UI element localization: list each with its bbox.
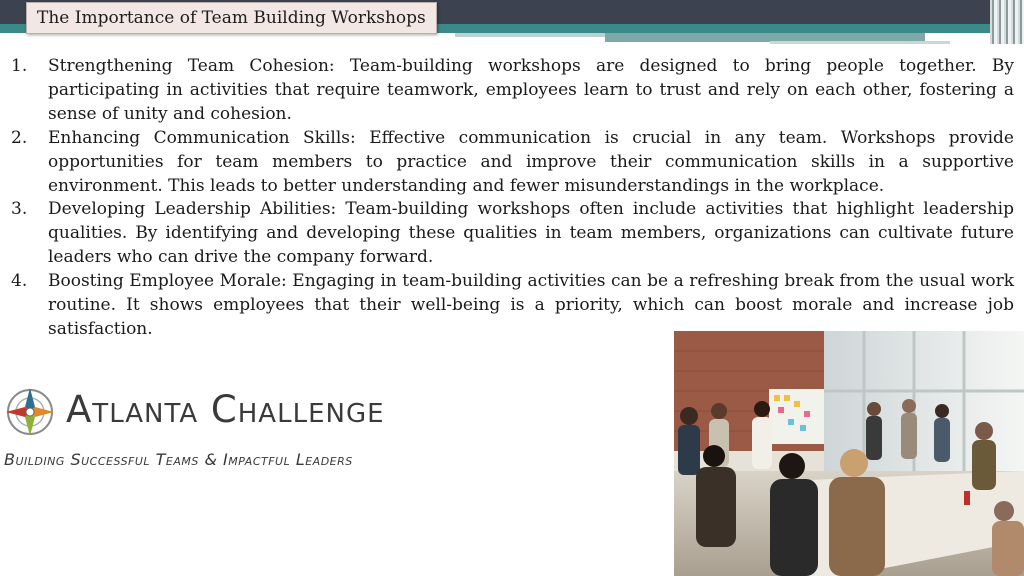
header-accent-thin (770, 41, 950, 44)
list-item-text: Boosting Employee Morale: Engaging in team-building activities can be a refreshing break from the usual work routine. It shows employees that their well-being is a priority, which can boost morale and increase job satisfaction. (48, 271, 1014, 339)
list-item-text: Developing Leadership Abilities: Team-building workshops often include activities that highlight leadership qualities. By identifying and developing these qualities in team members, organizations can cultivate future leaders who can drive the company forward. (48, 199, 1014, 268)
list-item (0, 198, 1014, 270)
compass-logo-icon (4, 386, 56, 438)
company-logo (4, 386, 464, 476)
title-box (26, 2, 437, 34)
team-meeting-photo (674, 331, 1024, 576)
list-item-number: 4. (11, 271, 28, 292)
list-item-text: Enhancing Communication Skills: Effective communication is crucial in any team. Workshops provide opportunities for team members to practice and improve their communication skills in a supportive environment. This leads to better understanding and fewer misunderstandings in the workplace. (48, 127, 1014, 196)
header-corner-decoration (990, 0, 1024, 44)
header-accent-line (455, 33, 605, 37)
list-item-number: 1. (11, 56, 28, 76)
slide-title: The Importance of Team Building Workshops (37, 8, 426, 28)
numbered-list (0, 55, 1014, 342)
list-item (0, 55, 1014, 127)
list-item-text: Strengthening Team Cohesion: Team-building workshops are designed to bring people together. By participating in activities that require teamwork, employees learn to trust and rely on each other, fostering a sense of unity and cohesion. (48, 56, 1014, 124)
logo-name: Atlanta Challenge (66, 388, 385, 431)
list-item (0, 127, 1014, 199)
list-item-number: 3. (11, 199, 28, 220)
team-photo-illustration (674, 331, 1024, 576)
logo-tagline: Building Successful Teams & Impactful Leaders (4, 450, 353, 469)
list-item-number: 2. (11, 127, 28, 148)
